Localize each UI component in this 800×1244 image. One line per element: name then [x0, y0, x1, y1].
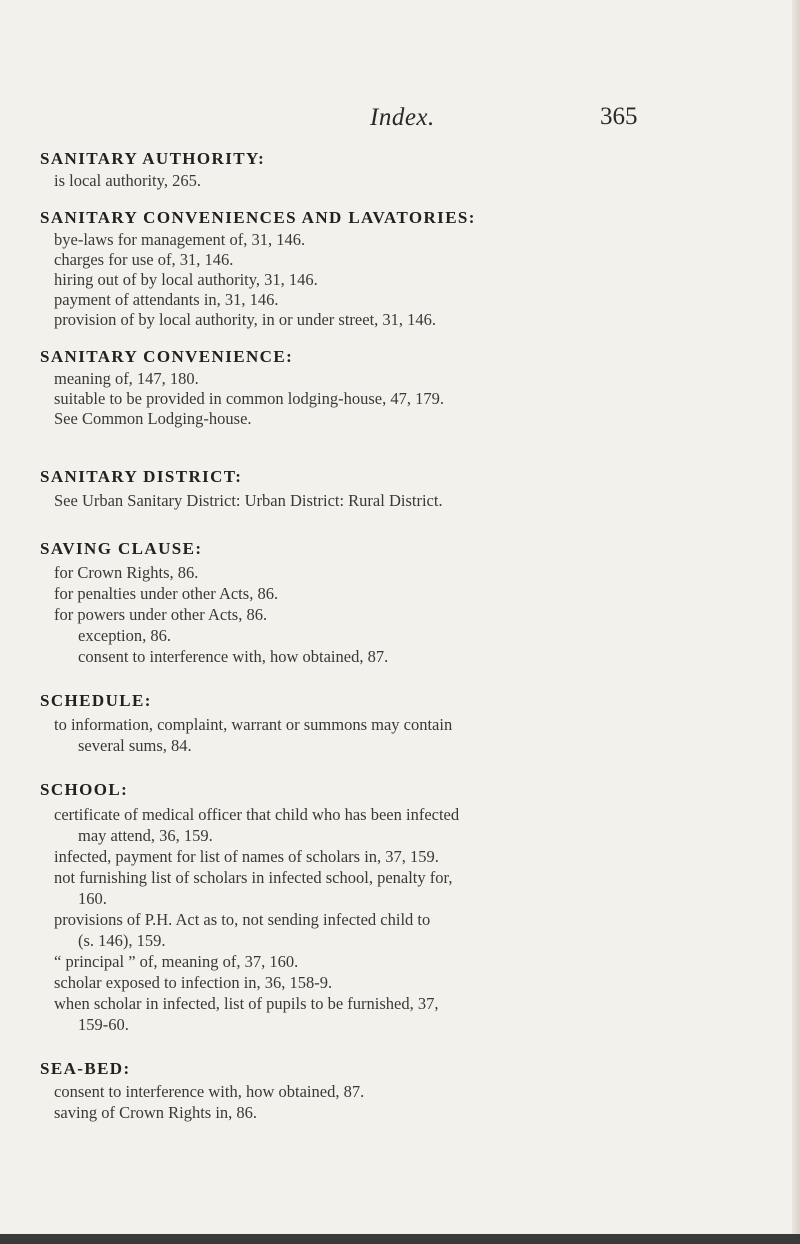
entry-subline: See Urban Sanitary District: Urban District: Rural District. — [54, 491, 443, 510]
entry-subline: is local authority, 265. — [54, 171, 201, 190]
entry-subline: payment of attendants in, 31, 146. — [54, 290, 279, 309]
entry-continuation: 159-60. — [78, 1015, 129, 1034]
entry-heading: SCHOOL: — [40, 780, 129, 799]
page-edge — [792, 0, 800, 1244]
entry-subline: to information, complaint, warrant or summons may contain — [54, 715, 453, 734]
scan-border — [0, 1234, 800, 1244]
entry-subline: bye-laws for management of, 31, 146. — [54, 230, 306, 249]
entry-subline: exception, 86. — [78, 626, 172, 645]
entry-continuation: 160. — [78, 889, 107, 908]
entry-subline: meaning of, 147, 180. — [54, 369, 199, 388]
running-head: Index. — [370, 104, 435, 131]
entry-subline: consent to interference with, how obtained, 87. — [54, 1082, 365, 1101]
entry-heading: SANITARY CONVENIENCES AND LAVATORIES: — [40, 208, 476, 227]
entry-subline: provision of by local authority, in or under street, 31, 146. — [54, 310, 437, 329]
entry-subline: See Common Lodging-house. — [54, 409, 252, 428]
entry-subline: provisions of P.H. Act as to, not sending infected child to — [54, 910, 431, 929]
entry-subline: suitable to be provided in common lodging-house, 47, 179. — [54, 389, 444, 408]
entry-heading: SANITARY DISTRICT: — [40, 467, 243, 486]
entry-subline: for powers under other Acts, 86. — [54, 605, 268, 624]
entry-heading: SCHEDULE: — [40, 691, 152, 710]
entry-heading: SEA-BED: — [40, 1059, 131, 1078]
entry-subline: for penalties under other Acts, 86. — [54, 584, 279, 603]
entry-continuation: may attend, 36, 159. — [78, 826, 213, 845]
entry-subline: “ principal ” of, meaning of, 37, 160. — [54, 952, 299, 971]
entry-heading: SANITARY AUTHORITY: — [40, 149, 266, 168]
entry-subline: hiring out of by local authority, 31, 146. — [54, 270, 318, 289]
page-number: 365 — [600, 103, 638, 130]
entry-subline: infected, payment for list of names of scholars in, 37, 159. — [54, 847, 439, 866]
entry-continuation: several sums, 84. — [78, 736, 192, 755]
entry-subline: certificate of medical officer that child who has been infected — [54, 805, 460, 824]
entry-subline: scholar exposed to infection in, 36, 158-9. — [54, 973, 333, 992]
entry-subline: not furnishing list of scholars in infected school, penalty for, — [54, 868, 453, 887]
entry-subline: saving of Crown Rights in, 86. — [54, 1103, 258, 1122]
entry-subline: for Crown Rights, 86. — [54, 563, 199, 582]
entry-subline: consent to interference with, how obtained, 87. — [78, 647, 389, 666]
entry-subline: charges for use of, 31, 146. — [54, 250, 234, 269]
entry-heading: SANITARY CONVENIENCE: — [40, 347, 294, 366]
entry-heading: SAVING CLAUSE: — [40, 539, 203, 558]
entry-continuation: (s. 146), 159. — [78, 931, 166, 950]
entry-subline: when scholar in infected, list of pupils to be furnished, 37, — [54, 994, 439, 1013]
